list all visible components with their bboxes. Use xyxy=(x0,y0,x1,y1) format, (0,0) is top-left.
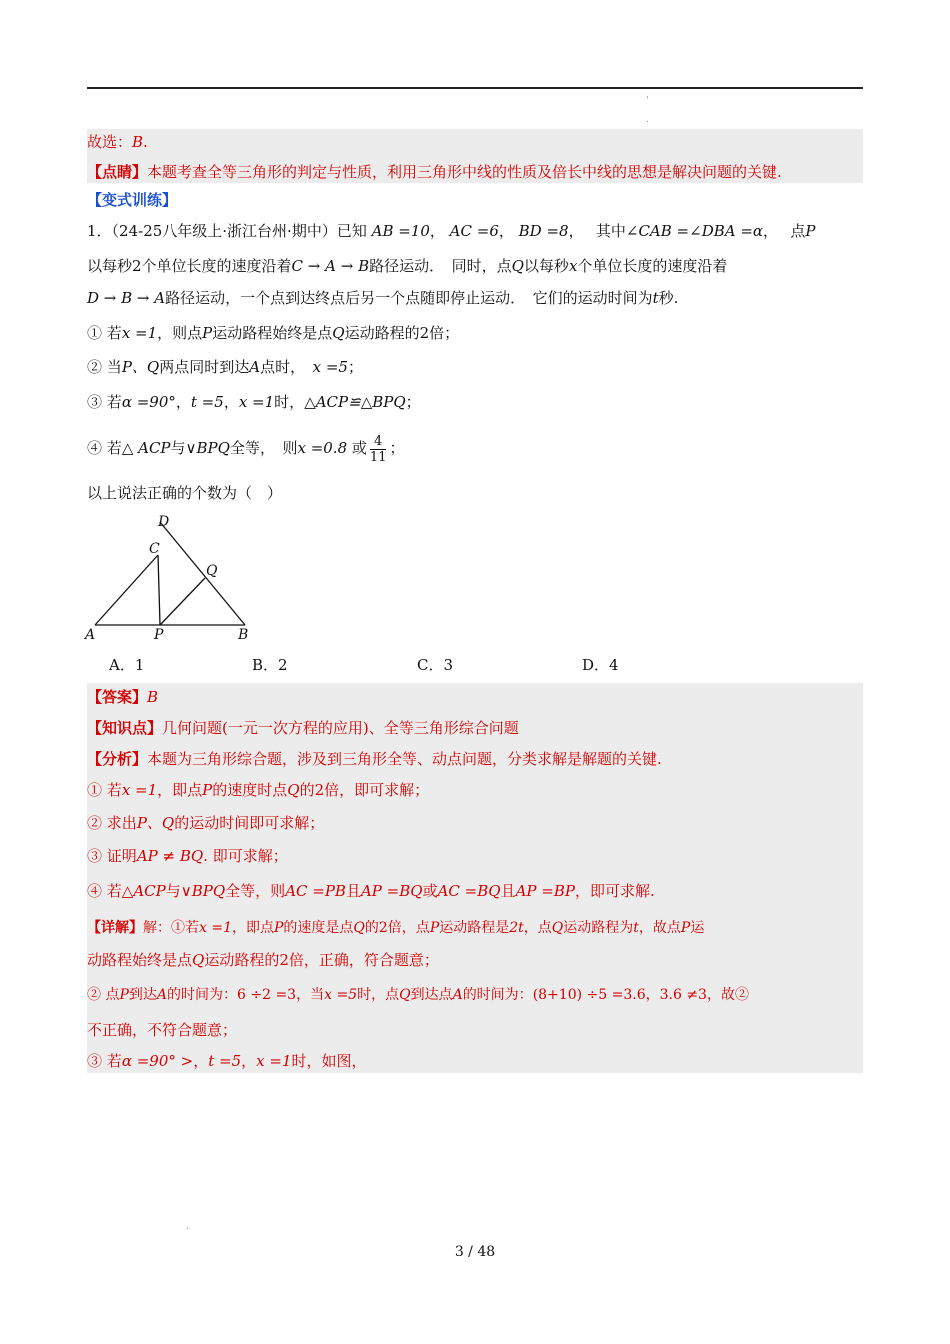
label-d: D xyxy=(158,514,170,530)
question-line-2: 以每秒2个单位长度的速度沿着C → A → B路径运动． 同时，点Q以每秒x个单位长度的速度沿着 xyxy=(87,257,728,275)
option-b[interactable]: B．2 xyxy=(252,656,288,674)
question-line-3: D → B → A路径运动，一个点到达终点后另一个点随即停止运动． 它们的运动时间为t秒. xyxy=(87,289,679,307)
fraction-4-11: $\frac{4}{11}$ xyxy=(369,433,387,465)
analysis-item-3: ③ 证明AP ≠ BQ. 即可求解； xyxy=(87,847,288,865)
label-c: C xyxy=(149,541,160,557)
label-p: P xyxy=(154,627,164,643)
statement-3: ③ 若α =90°，t =5，x =1时，△ACP≌△BPQ； xyxy=(87,393,421,411)
detail-line-3: ② 点P到达A的时间为：6 ÷2 =3，当x =5时，点Q到达点A的时间为：(8+10) ÷5 =3.6，3.6 ≠3，故② xyxy=(87,987,749,1003)
segment-cp xyxy=(158,555,160,625)
label-q: Q xyxy=(206,563,218,579)
analysis-line: 【分析】本题为三角形综合题，涉及到三角形全等、动点问题，分类求解是解题的关键. xyxy=(87,750,662,768)
statement-2: ② 当P、Q两点同时到达A点时， x =5； xyxy=(87,358,363,376)
option-c[interactable]: C．3 xyxy=(417,656,454,674)
previous-answer-line: 故选：B. xyxy=(87,133,148,151)
header-rule xyxy=(87,87,863,89)
detail-line-2: 动路程始终是点Q运动路程的2倍，正确，符合题意； xyxy=(87,951,439,969)
question-ask: 以上说法正确的个数为（ ） xyxy=(87,484,283,502)
option-d[interactable]: D．4 xyxy=(582,656,619,674)
statement-4: ④ 若△ ACP与∨BPQ全等， 则x =0.8 或 $\frac{4}{11}$ ； xyxy=(87,433,405,465)
knowledge-line: 【知识点】几何问题(一元一次方程的应用)、全等三角形综合问题 xyxy=(87,719,519,737)
section-label: 【变式训练】 xyxy=(87,191,178,209)
bottom-mark: . xyxy=(186,1222,189,1232)
page-number: 3 / 48 xyxy=(454,1244,496,1260)
analysis-item-2: ② 求出P、Q的运动时间即可求解； xyxy=(87,814,325,832)
analysis-item-4: ④ 若△ACP与∨BPQ全等，则AC =PB且AP =BQ或AC =BQ且AP =BP，即可求解. xyxy=(87,882,655,900)
triangle-figure xyxy=(82,508,272,648)
segment-bd xyxy=(160,522,245,625)
detail-line-5: ③ 若α =90° >，t =5，x =1时，如图， xyxy=(87,1052,367,1070)
segment-pq xyxy=(160,578,205,625)
label-a: A xyxy=(85,627,96,643)
detail-line-1: 【详解】解：①若x =1，即点P的速度是点Q的2倍，点P运动路程是2t，点Q运动路程为t，故点P运 xyxy=(87,920,705,936)
question-line-1: 1．（24-25八年级上·浙江台州·期中）已知 AB =10， AC =6， BD =8， 其中∠CAB =∠DBA =α， 点P xyxy=(87,222,816,240)
option-a[interactable]: A．1 xyxy=(109,656,145,674)
previous-comment-line: 【点睛】本题考查全等三角形的判定与性质，利用三角形中线的性质及倍长中线的思想是解决问题的关键. xyxy=(87,163,782,181)
statement-1: ① 若x =1，则点P运动路程始终是点Q运动路程的2倍； xyxy=(87,324,460,342)
analysis-item-1: ① 若x =1，即点P的速度时点Q的2倍，即可求解； xyxy=(87,781,430,799)
solution-block xyxy=(87,683,863,1073)
header-mark: . xyxy=(646,115,649,125)
label-b: B xyxy=(238,627,249,643)
segment-ac xyxy=(95,555,158,625)
detail-line-4: 不正确，不符合题意； xyxy=(87,1021,238,1039)
header-mark: ' xyxy=(646,96,649,106)
answer-line: 【答案】B xyxy=(87,688,159,706)
